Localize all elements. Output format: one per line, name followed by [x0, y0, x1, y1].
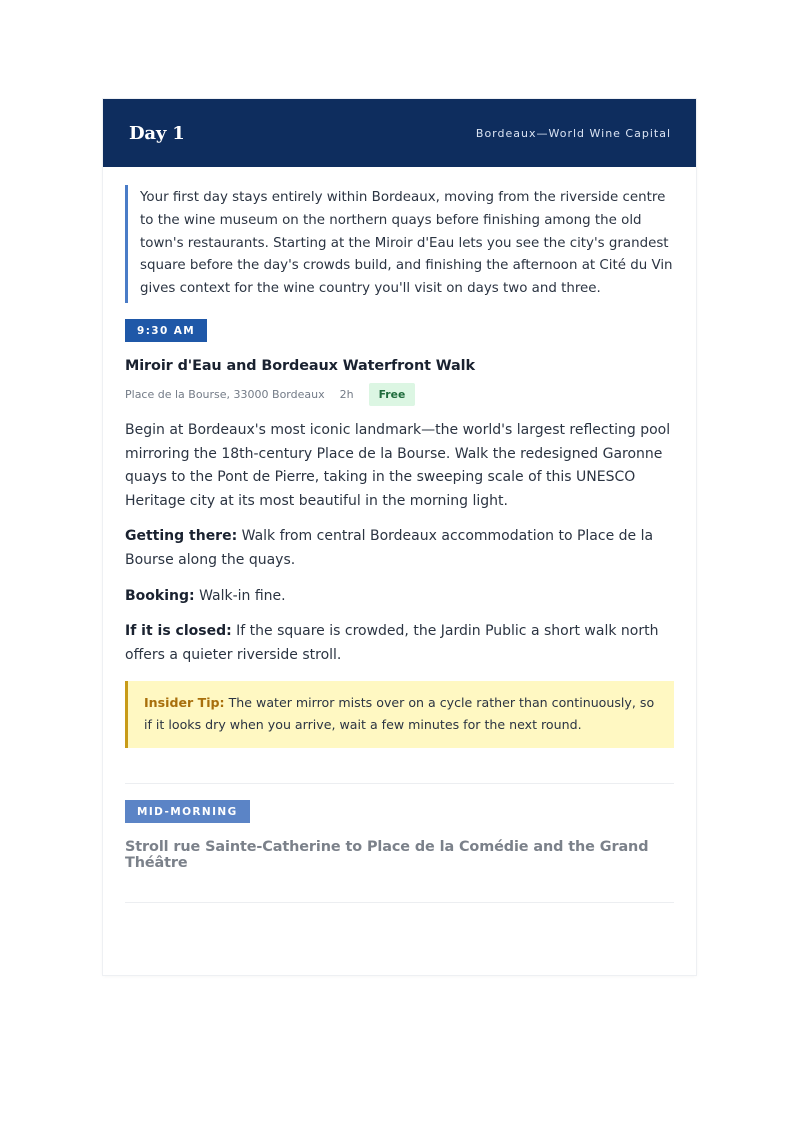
getting-there-text: Walk from central Bordeaux accommodation to Place de la Bourse along the quays. — [125, 528, 654, 568]
booking-info — [125, 585, 674, 609]
stop-title: Stroll rue Sainte-Catherine to Place de la Comédie and the Grand Théâtre — [125, 838, 649, 871]
closed-label: If it is closed: — [125, 623, 232, 640]
stop-title: Miroir d'Eau and Bordeaux Waterfront Walk — [125, 357, 475, 374]
day-subtitle: Bordeaux—World Wine Capital — [475, 126, 671, 140]
insider-tip-label: Insider Tip: — [144, 695, 225, 711]
booking-text: Walk-in fine. — [199, 587, 286, 604]
stop-meta — [125, 383, 674, 406]
stop-item — [125, 784, 674, 871]
stop-item — [125, 303, 674, 748]
day-title: Day 1 — [129, 122, 185, 144]
stop-address: Place de la Bourse, 33000 Bordeaux — [125, 387, 325, 401]
stop-price-badge: Free — [369, 383, 416, 406]
day-intro: Your first day stays entirely within Bordeaux, moving from the riverside centre to the wine museum on the northern quays before finishing among the old town's restaurants. Starting at the Miroir d'Eau lets you see the city's grandest square before the day's crowds build, and finishing the afternoon at Cité du Vin gives context for the wine country you'll visit on days two and three. — [125, 185, 674, 303]
day-header — [103, 99, 696, 167]
itinerary-day-card — [103, 99, 696, 975]
closed-alternative — [125, 620, 674, 667]
stop-time-badge: MID-MORNING — [125, 800, 250, 823]
closed-text: If the square is crowded, the Jardin Public a short walk north offers a quieter riverside stroll. — [125, 623, 659, 663]
stop-time-badge: 9:30 AM — [125, 319, 207, 342]
day-content — [103, 167, 696, 903]
insider-tip — [125, 681, 674, 747]
insider-tip-text: The water mirror mists over on a cycle rather than continuously, so if it looks dry when you arrive, wait a few minutes for the next round. — [144, 695, 655, 732]
stop-duration: 2h — [339, 387, 354, 401]
getting-there-label: Getting there: — [125, 528, 238, 545]
stop-description: Begin at Bordeaux's most iconic landmark—the world's largest reflecting pool mirroring the 18th-century Place de la Bourse. Walk the redesigned Garonne quays to the Pont de Pierre, taking in the sweeping scale of this UNESCO Heritage city at its most beautiful in the morning light. — [125, 421, 671, 509]
booking-label: Booking: — [125, 587, 195, 604]
stop-divider — [125, 902, 674, 903]
getting-there — [125, 525, 674, 572]
